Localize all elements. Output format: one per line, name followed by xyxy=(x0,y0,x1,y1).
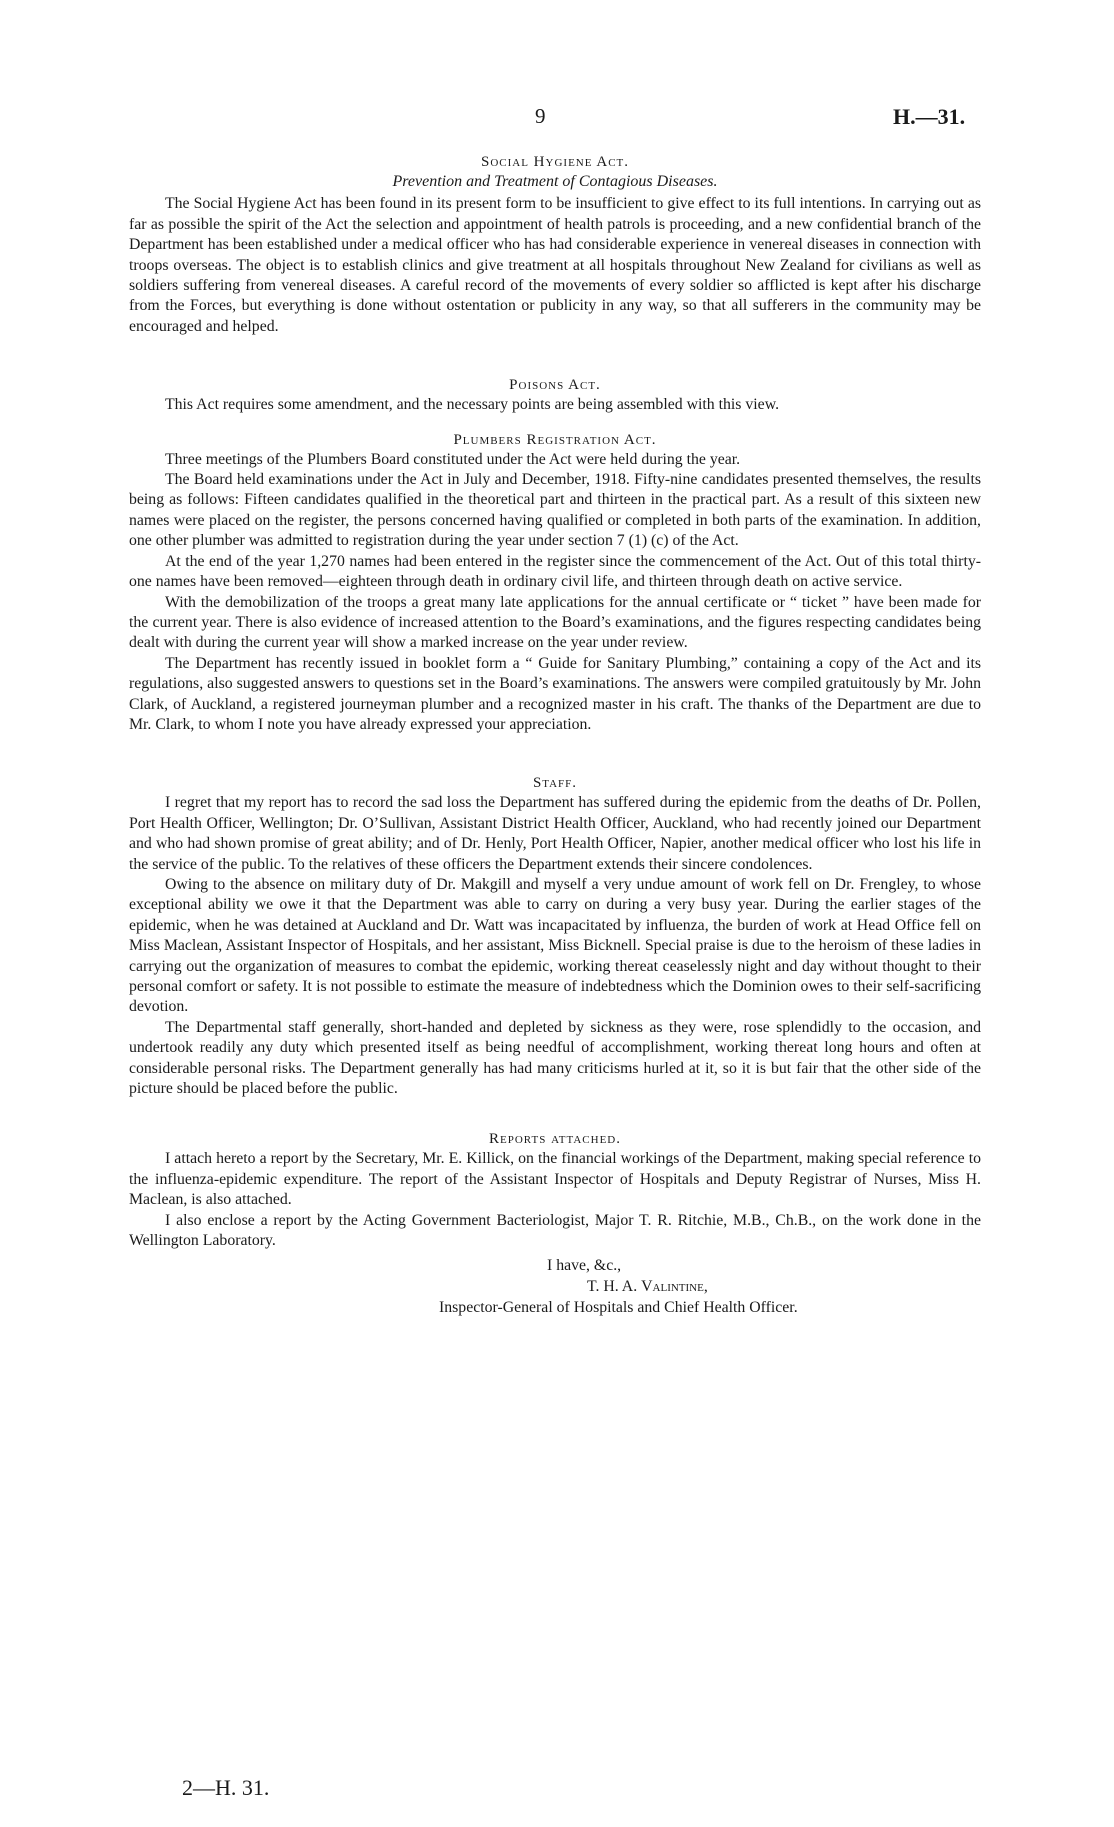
section-reports xyxy=(129,1129,981,1251)
paragraph: At the end of the year 1,270 names had been entered in the register since the commencement of the Act. Out of this total thirty-one names have been removed—eighteen through death in ordinary civil life, and thirteen through death on active service. xyxy=(129,552,981,591)
paragraph: The Board held examinations under the Act in July and December, 1918. Fifty-nine candidates presented themselves, the results being as follows: Fifteen candidates qualified in the theoretical part and thirteen in the practical part. As a result of this sixteen new names were placed on the register, the persons concerned having qualified or completed in both parts of the examination. In addition, one other plumber was admitted to registration during the year under section 7 (1) (c) of the Act. xyxy=(129,471,981,550)
document-id: H.—31. xyxy=(893,104,966,129)
paragraph: Three meetings of the Plumbers Board constituted under the Act were held during the year. xyxy=(165,450,741,468)
paragraph: This Act requires some amendment, and the necessary points are being assembled with this view. xyxy=(165,396,780,414)
section-title: Plumbers Registration Act. xyxy=(453,431,657,448)
footer-signature-mark: 2—H. 31. xyxy=(182,1775,270,1800)
paragraph: The Department has recently issued in booklet form a “ Guide for Sanitary Plumbing,” containing a copy of the Act and its regulations, also suggested answers to questions set in the Board’s examinations. The answers were compiled gratuitously by Mr. John Clark, of Auckland, a registered journeyman plumber and a recognized master in his craft. The thanks of the Department are due to Mr. Clark, to whom I note you have already expressed your appreciation. xyxy=(129,654,981,733)
page-number: 9 xyxy=(535,104,546,128)
section-staff xyxy=(129,773,981,1099)
section-title: Staff. xyxy=(532,775,578,792)
signature-surname: Valintine, xyxy=(641,1278,708,1296)
signature-initials: T. H. A. xyxy=(587,1278,638,1296)
signature-block xyxy=(129,1255,981,1318)
section-title: Social Hygiene Act. xyxy=(480,154,630,170)
section-title: Poisons Act. xyxy=(509,377,601,394)
paragraph: With the demobilization of the troops a great many late applications for the annual certificate or “ ticket ” have been made for the current year. There is also evidence of increased attention to the Board’s examinations, and the figures respecting candidates being dealt with during the current year will show a marked increase on the year under review. xyxy=(129,593,981,652)
section-title: Reports attached. xyxy=(489,1131,621,1148)
signature-name xyxy=(129,1276,981,1297)
paragraph: The Departmental staff generally, short-handed and depleted by sickness as they were, rose splendidly to the occasion, and undertook readily any duty which presented itself as being needful of accomplishment, working thereat long hours and often at considerable personal risks. The Department generally has had many criticisms hurled at it, so it is but fair that the other side of the picture should be placed before the public. xyxy=(129,1018,981,1098)
signature-closing: I have, &c., xyxy=(547,1257,622,1275)
paragraph: The Social Hygiene Act has been found in its present form to be insufficient to give effect to its full intentions. In carrying out as far as possible the spirit of the Act the selection and appointment of health patrols is proceeding, and a new confidential branch of the Department has been established under a medical officer who has had considerable experience in venereal diseases in connection with troops overseas. The object is to establish clinics and give treatment at all hospitals throughout New Zealand for civilians as well as soldiers suffering from venereal diseases. A careful record of the movements of every soldier so afflicted is kept after his discharge from the Forces, but everything is done without ostentation or publicity in any way, so that all sufferers in the community may be encouraged and helped. xyxy=(129,195,981,335)
paragraph: I attach hereto a report by the Secretary, Mr. E. Killick, on the financial workings of the Department, making special reference to the influenza-epidemic expenditure. The report of the Assistant Inspector of Hospitals and Deputy Registrar of Nurses, Miss H. Maclean, is also attached. xyxy=(129,1150,981,1209)
section-poisons xyxy=(129,375,981,415)
paragraph: I also enclose a report by the Acting Government Bacteriologist, Major T. R. Ritchie, M.B., Ch.B., on the work done in the Wellington Laboratory. xyxy=(129,1211,981,1250)
section-social-hygiene xyxy=(129,152,981,337)
paragraph: Owing to the absence on military duty of Dr. Makgill and myself a very undue amount of work fell on Dr. Frengley, to whose exceptional ability we owe it that the Department was able to carry on during a very busy year. During the earlier stages of the epidemic, when he was detained at Auckland and Dr. Watt was incapacitated by influenza, the burden of work at Head Office fell on Miss Maclean, Assistant Inspector of Hospitals, and her assistant, Miss Bicknell. Special praise is due to the heroism of these ladies in carrying out the organization of measures to combat the epidemic, working thereat ceaselessly night and day without thought to their personal comfort or safety. It is not possible to estimate the measure of indebtedness which the Dominion owes to their self-sacrificing devotion. xyxy=(129,875,981,1016)
paragraph: I regret that my report has to record the sad loss the Department has suffered during the epidemic from the deaths of Dr. Pollen, Port Health Officer, Wellington; Dr. O’Sullivan, Assistant District Health Officer, Auckland, who had recently joined our Department and who had shown promise of great ability; and of Dr. Henly, Port Health Officer, Napier, another medical officer who lost his life in the service of the public. To the relatives of these officers the Department extends their sincere condolences. xyxy=(129,794,981,873)
section-plumbers xyxy=(129,430,981,736)
signature-title: Inspector-General of Hospitals and Chief Health Officer. xyxy=(439,1299,798,1317)
document-body xyxy=(129,152,981,1318)
section-subtitle: Prevention and Treatment of Contagious Diseases. xyxy=(392,173,718,190)
